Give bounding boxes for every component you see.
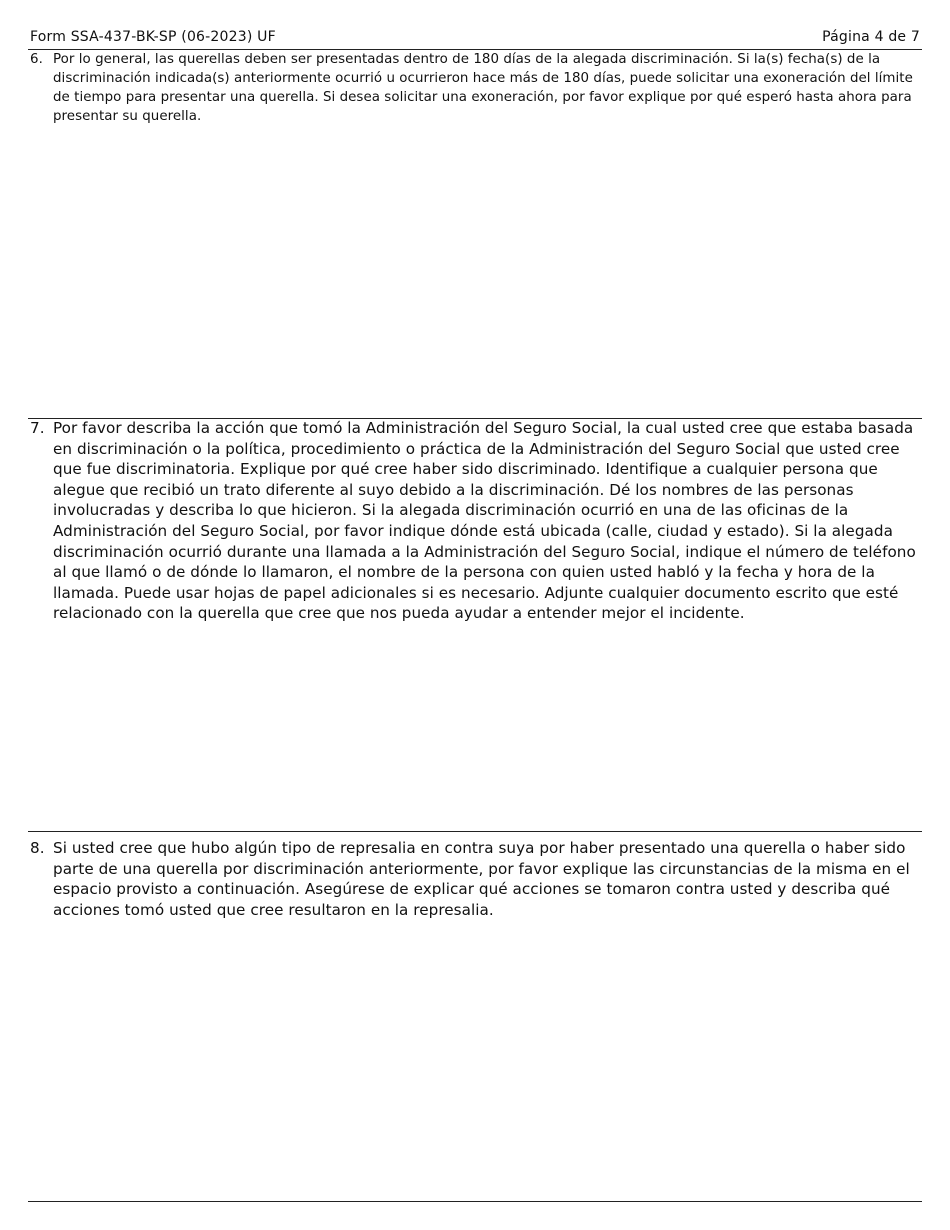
question-6-answer-area[interactable] <box>28 130 922 416</box>
question-6-text: Por lo general, las querellas deben ser presentadas dentro de 180 días de la alegada discriminación. Si la(s) fecha(s) de la discriminación indicada(s) anteriormente ocurrió u ocurrieron hace más de 180 días, puede solicitar una exoneración del límite de tiempo para presentar una querella. Si desea solicitar una exoneración, por favor explique por qué esperó hasta ahora para presentar su querella. <box>53 52 913 124</box>
question-8-text: Si usted cree que hubo algún tipo de represalia en contra suya por haber presentado una querella o haber sido parte de una querella por discriminación anteriormente, por favor explique las circunstancias de la misma en el espacio provisto a continuación. Asegúrese de explicar qué acciones se tomaron contra usted y describa qué acciones tomó usted que cree resultaron en la represalia. <box>53 839 910 919</box>
question-8-answer-area[interactable] <box>28 925 922 1197</box>
question-7-text: Por favor describa la acción que tomó la Administración del Seguro Social, la cual usted cree que estaba basada en discriminación o la política, procedimiento o práctica de la Administración del Seguro Social que usted cree que fue discriminatoria. Explique por qué cree haber sido discriminado. Identifique a cualquier persona que alegue que recibió un trato diferente al suyo debido a la discriminación. Dé los nombres de las personas involucradas y describa lo que hicieron. Si la alegada discriminación ocurrió en una de las oficinas de la Administración del Seguro Social, por favor indique dónde está ubicada (calle, ciudad y estado). Si la alegada discriminación ocurrió durante una llamada a la Administración del Seguro Social, indique el número de teléfono al que llamó o de dónde lo llamaron, el nombre de la persona con quien usted habló y la fecha y hora de la llamada. Puede usar hojas de papel adicionales si es necesario. Adjunte cualquier documento escrito que esté relacionado con la querella que cree que nos pueda ayudar a entender mejor el incidente. <box>53 419 916 623</box>
bottom-rule <box>28 1201 922 1202</box>
question-6-number: 6. <box>30 52 43 67</box>
form-id: Form SSA-437-BK-SP (06-2023) UF <box>30 29 276 45</box>
page-number: Página 4 de 7 <box>822 29 920 45</box>
question-7-answer-area[interactable] <box>28 630 922 828</box>
question-8-number: 8. <box>30 839 45 857</box>
question-7 <box>30 418 920 624</box>
page-header <box>30 28 920 48</box>
question-6 <box>30 50 920 126</box>
question-7-number: 7. <box>30 419 45 437</box>
question-8 <box>30 838 920 920</box>
question-8-rule <box>28 831 922 832</box>
